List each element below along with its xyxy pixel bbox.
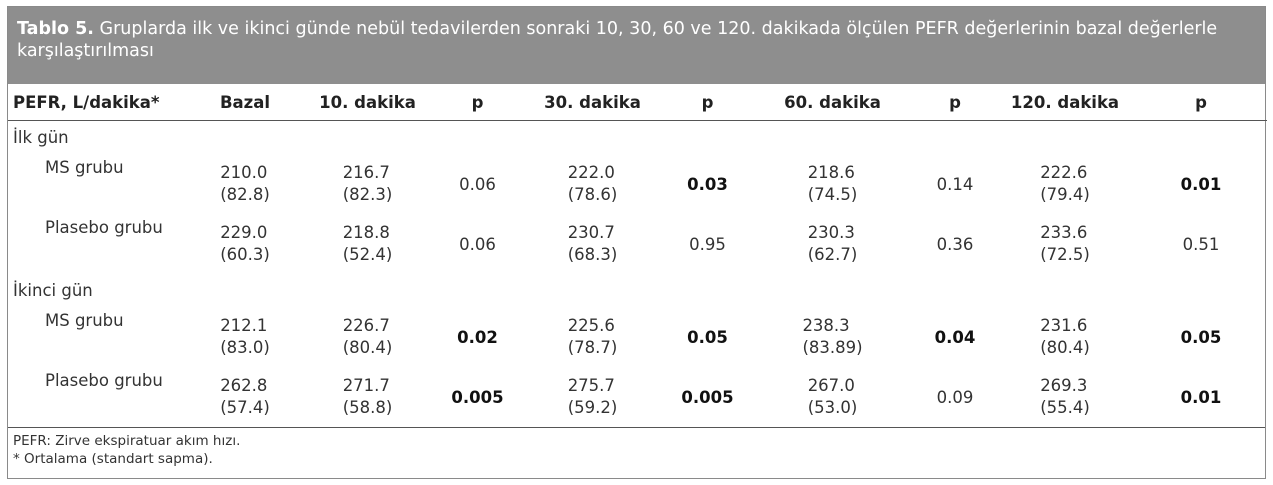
cell-p-30: 0.005 bbox=[681, 387, 734, 407]
cell-10-dakika: 226.7 (80.4) bbox=[342, 316, 393, 357]
group-row-ikinci-gun bbox=[8, 274, 1267, 307]
cell-10-dakika: 216.7 (82.3) bbox=[342, 163, 393, 204]
row-label: Plasebo grubu bbox=[45, 371, 163, 390]
cell-p-60: 0.04 bbox=[934, 327, 976, 347]
row-label: MS grubu bbox=[45, 158, 124, 177]
cell-120-dakika: 231.6 (80.4) bbox=[1040, 316, 1090, 357]
table-caption bbox=[8, 7, 1265, 84]
header-pefr: PEFR, L/dakika* bbox=[8, 84, 190, 121]
table-frame bbox=[7, 6, 1266, 479]
row-label: Plasebo grubu bbox=[45, 218, 163, 237]
cell-30-dakika: 225.6 (78.7) bbox=[567, 316, 618, 357]
cell-p-120: 0.51 bbox=[1182, 234, 1220, 254]
header-10-dakika: 10. dakika bbox=[300, 84, 435, 121]
table-row bbox=[8, 214, 1267, 274]
pefr-table bbox=[8, 84, 1267, 427]
table-row bbox=[8, 367, 1267, 427]
header-60-dakika: 60. dakika bbox=[750, 84, 915, 121]
header-bazal: Bazal bbox=[190, 84, 300, 121]
row-label: MS grubu bbox=[45, 311, 124, 330]
cell-p-120: 0.01 bbox=[1180, 387, 1222, 407]
cell-bazal: 262.8 (57.4) bbox=[220, 376, 270, 417]
cell-p-10: 0.02 bbox=[457, 327, 498, 347]
cell-p-30: 0.05 bbox=[687, 327, 728, 347]
cell-30-dakika: 230.7 (68.3) bbox=[567, 223, 618, 264]
group-title: İlk gün bbox=[13, 128, 69, 147]
cell-p-120: 0.01 bbox=[1180, 174, 1222, 194]
header-120-dakika: 120. dakika bbox=[995, 84, 1135, 121]
group-row-ilk-gun bbox=[8, 121, 1267, 155]
cell-120-dakika: 269.3 (55.4) bbox=[1040, 376, 1090, 417]
cell-30-dakika: 222.0 (78.6) bbox=[567, 163, 618, 204]
cell-p-60: 0.36 bbox=[936, 234, 974, 254]
cell-bazal: 212.1 (83.0) bbox=[220, 316, 270, 357]
table-footnotes bbox=[8, 427, 1265, 472]
cell-p-10: 0.06 bbox=[459, 174, 496, 194]
cell-60-dakika: 230.3 (62.7) bbox=[807, 223, 858, 264]
cell-120-dakika: 233.6 (72.5) bbox=[1040, 223, 1090, 264]
cell-10-dakika: 271.7 (58.8) bbox=[342, 376, 393, 417]
header-p-120: p bbox=[1135, 84, 1267, 121]
cell-p-30: 0.03 bbox=[687, 174, 728, 194]
header-p-30: p bbox=[665, 84, 750, 121]
cell-p-10: 0.06 bbox=[459, 234, 496, 254]
cell-60-dakika: 238.3 (83.89) bbox=[802, 316, 863, 357]
cell-p-60: 0.09 bbox=[936, 387, 974, 407]
caption-text: Gruplarda ilk ve ikinci günde nebül tedavilerden sonraki 10, 30, 60 ve 120. dakikada ölçülen PEFR değerlerinin bazal değerlerle karşılaştırılması bbox=[17, 19, 1218, 61]
cell-p-10: 0.005 bbox=[451, 387, 504, 407]
cell-p-30: 0.95 bbox=[689, 234, 726, 254]
table-row bbox=[8, 154, 1267, 214]
group-title: İkinci gün bbox=[13, 281, 93, 300]
header-p-10: p bbox=[435, 84, 520, 121]
cell-p-120: 0.05 bbox=[1180, 327, 1222, 347]
cell-60-dakika: 267.0 (53.0) bbox=[807, 376, 858, 417]
caption-label: Tablo 5. bbox=[17, 19, 94, 39]
cell-bazal: 229.0 (60.3) bbox=[220, 223, 270, 264]
footnote-mean-sd: * Ortalama (standart sapma). bbox=[13, 451, 213, 467]
header-row bbox=[8, 84, 1267, 121]
header-30-dakika: 30. dakika bbox=[520, 84, 665, 121]
cell-p-60: 0.14 bbox=[936, 174, 974, 194]
cell-bazal: 210.0 (82.8) bbox=[220, 163, 270, 204]
cell-10-dakika: 218.8 (52.4) bbox=[342, 223, 393, 264]
cell-30-dakika: 275.7 (59.2) bbox=[567, 376, 618, 417]
cell-120-dakika: 222.6 (79.4) bbox=[1040, 163, 1090, 204]
header-p-60: p bbox=[915, 84, 995, 121]
cell-60-dakika: 218.6 (74.5) bbox=[807, 163, 858, 204]
table-row bbox=[8, 307, 1267, 367]
footnote-pefr: PEFR: Zirve ekspiratuar akım hızı. bbox=[13, 433, 241, 449]
